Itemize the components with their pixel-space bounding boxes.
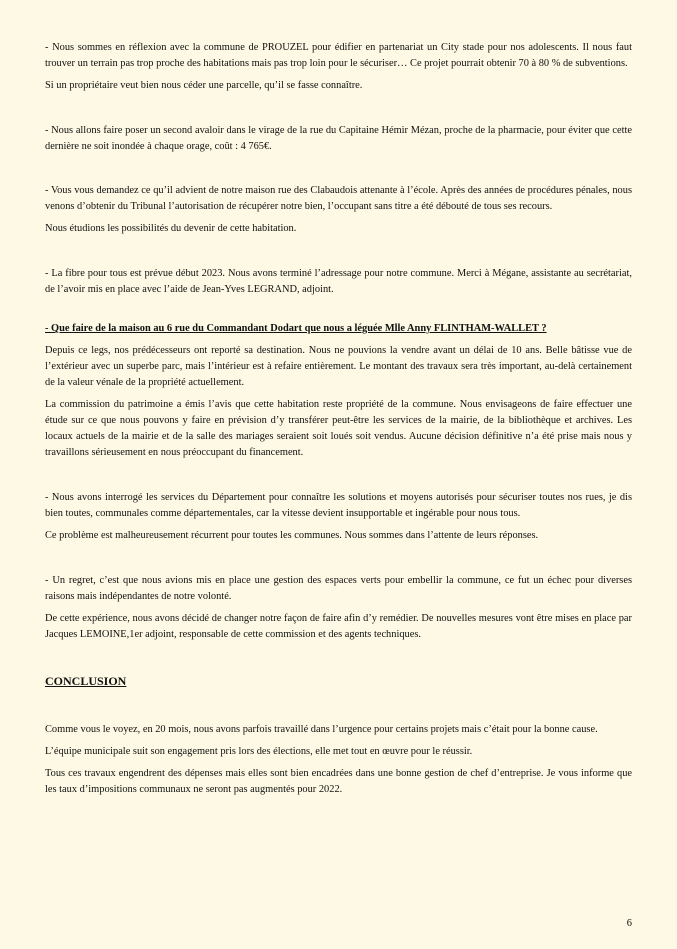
conclusion-heading: CONCLUSION: [45, 674, 127, 688]
paragraph-espaces-verts: - Un regret, c’est que nous avions mis en place une gestion des espaces verts pour embellir la commune, ce fut un échec pour diverses raisons mais indépendantes de notre volonté.: [45, 575, 632, 602]
section-heading-maison-dodart: - Que faire de la maison au 6 rue du Commandant Dodart que nous a léguée Mlle Anny FLINTHAM-WALLET ?: [45, 323, 547, 334]
paragraph-commission-patrimoine: La commission du patrimoine a émis l’avis que cette habitation reste propriété de la commune. Nous envisageons de faire effectuer une étude sur ce que nous pouvons y faire en prévision d’y transférer peut-être les services de la mairie, de la bibliothèque et archives. Les locaux actuels de la mairie et de la salle des mariages seraient soit loués soit vendus. Aucune décision définitive n’a été prise mais nous y travaillons sérieusement en nous préoccupant du financement.: [45, 399, 632, 458]
paragraph-probleme-recurrent: Ce problème est malheureusement récurrent pour toutes les communes. Nous sommes dans l’attente de leurs réponses.: [45, 530, 539, 541]
paragraph-devenir-habitation: Nous étudions les possibilités du devenir de cette habitation.: [45, 223, 297, 234]
paragraph-avaloir: - Nous allons faire poser un second avaloir dans le virage de la rue du Capitaine Hémir Mézan, proche de la pharmacie, pour éviter que cette dernière ne soit inondée à chaque orage, coût : 4 765€.: [45, 125, 632, 152]
paragraph-legs: Depuis ce legs, nos prédécesseurs ont reporté sa destination. Nous ne pouvions la vendre avant un délai de 10 ans. Belle bâtisse vue de l’extérieur avec un superbe parc, mais l’intérieur est à refaire entièrement. Le montant des travaux sera très important, au-delà certainement de la valeur vénale de la propriété actuellement.: [45, 345, 632, 388]
paragraph-departement-securite: - Nous avons interrogé les services du Département pour connaître les solutions et moyens autorisés pour sécuriser toutes nos rues, je dis bien toutes, communales comme départementales, car la vitesse devient insupportable et ingérable pour nous tous.: [45, 492, 632, 519]
page-number: 6: [626, 918, 632, 929]
paragraph-urgence: Comme vous le voyez, en 20 mois, nous avons parfois travaillé dans l’urgence pour certains projets mais c’était pour la bonne cause.: [45, 724, 598, 735]
paragraph-maison-clabaudois: - Vous vous demandez ce qu’il advient de notre maison rue des Clabaudois attenante à l’école. Après des années de procédures pénales, nous venons d’obtenir du Tribunal l’autorisation de récupérer notre bien, l’occupant sans titre a été débouté de tous ses recours.: [45, 185, 632, 212]
paragraph-nouvelles-mesures: De cette expérience, nous avons décidé de changer notre façon de faire afin d’y remédier. De nouvelles mesures vont être mises en place par Jacques LEMOINE,1er adjoint, responsable de cette commission et des agents techniques.: [45, 613, 632, 640]
paragraph-city-stade: - Nous sommes en réflexion avec la commune de PROUZEL pour édifier en partenariat un City stade pour nos adolescents. Il nous faut trouver un terrain pas trop proche des habitations mais pas trop loin pour le sécuriser… Ce projet pourrait obtenir 70 à 80 % de subventions.: [45, 42, 632, 69]
paragraph-depenses: Tous ces travaux engendrent des dépenses mais elles sont bien encadrées dans une bonne gestion de chef d’entreprise. Je vous informe que les taux d’impositions communaux ne seront pas augmentés pour 2022.: [45, 768, 632, 795]
document-page: [45, 40, 632, 798]
paragraph-fibre: - La fibre pour tous est prévue début 2023. Nous avons terminé l’adressage pour notre commune. Merci à Mégane, assistante au secrétariat, de l’avoir mis en place avec l’aide de Jean-Yves LEGRAND, adjoint.: [45, 268, 632, 295]
paragraph-engagement: L’équipe municipale suit son engagement pris lors des élections, elle met tout en œuvre pour le réussir.: [45, 746, 473, 757]
paragraph-parcelle: Si un propriétaire veut bien nous céder une parcelle, qu’il se fasse connaître.: [45, 80, 363, 91]
